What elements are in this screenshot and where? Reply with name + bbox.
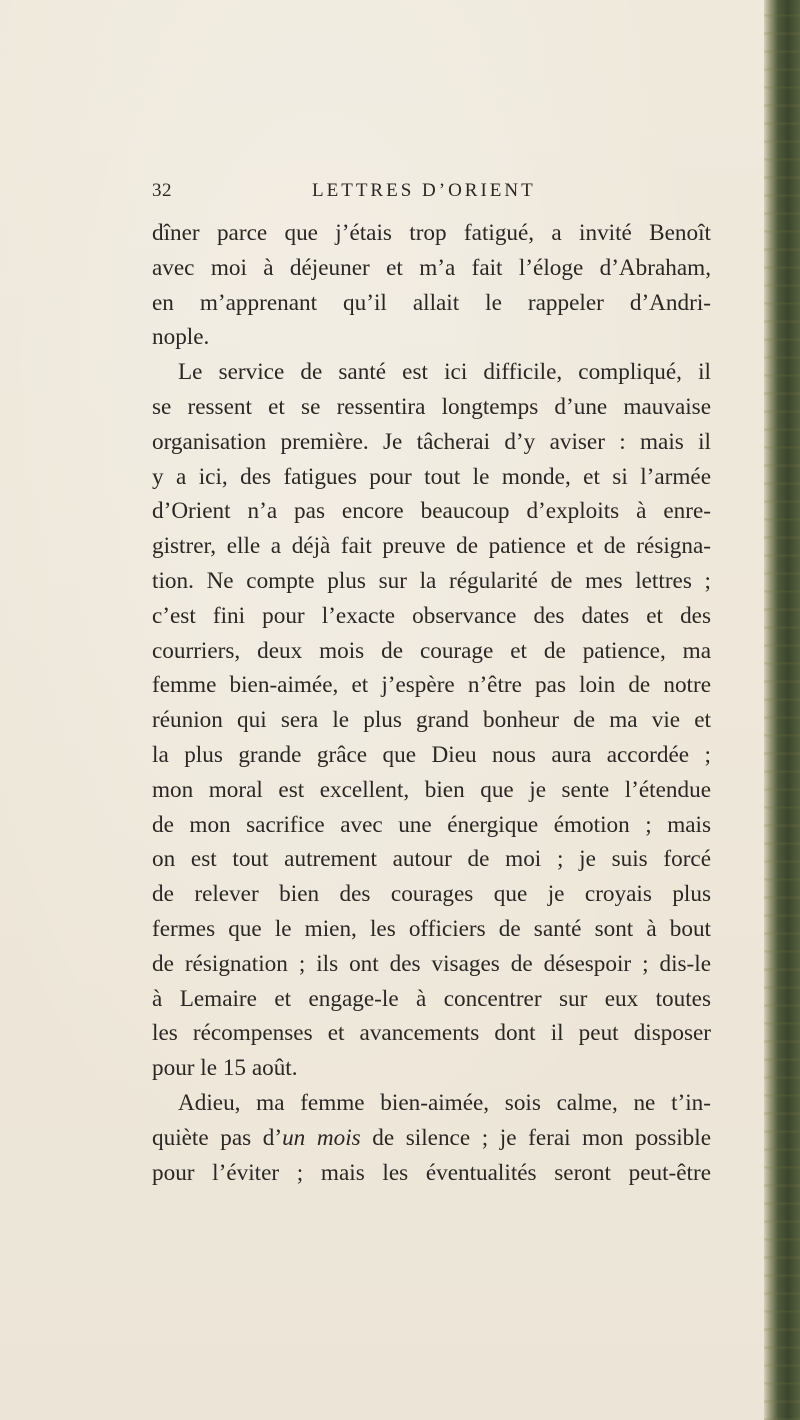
text-line: les récompenses et avancements dont il peut disposer: [152, 1020, 711, 1047]
italic-phrase: un mois: [282, 1124, 361, 1151]
text-line: femme bien-aimée, et j’espère n’être pas loin de notre: [152, 672, 711, 699]
text-line: fermes que le mien, les officiers de santé sont à bout: [152, 915, 711, 942]
text-line: en m’apprenant qu’il allait le rappeler d’Andri-: [152, 289, 711, 316]
text-run: quiète pas d’: [152, 1124, 283, 1151]
text-line: mon moral est excellent, bien que je sente l’étendue: [152, 776, 711, 803]
text-line: à Lemaire et engage-le à concentrer sur eux toutes: [152, 985, 711, 1012]
text-line: se ressent et se ressentira longtemps d’une mauvaise: [152, 393, 711, 420]
text-line: nople.: [152, 324, 210, 351]
body-text: [152, 216, 711, 1190]
text-line: tion. Ne compte plus sur la régularité de mes lettres ;: [152, 567, 711, 594]
text-line: organisation première. Je tâcherai d’y aviser : mais il: [152, 428, 711, 455]
text-line: dîner parce que j’étais trop fatigué, a invité Benoît: [152, 220, 711, 246]
text-run: de silence ; je ferai mon possible: [360, 1124, 711, 1151]
text-line-with-italic: [152, 1121, 711, 1156]
text-line: la plus grande grâce que Dieu nous aura accordée ;: [152, 741, 711, 768]
text-line: de relever bien des courages que je croyais plus: [152, 881, 711, 908]
text-line: Le service de santé est ici difficile, compliqué, il: [178, 359, 711, 386]
text-line: gistrer, elle a déjà fait preuve de patience et de résigna-: [152, 533, 711, 560]
text-line: de mon sacrifice avec une énergique émotion ; mais: [152, 811, 711, 838]
text-line: réunion qui sera le plus grand bonheur de ma vie et: [152, 707, 711, 734]
text-line: y a ici, des fatigues pour tout le monde, et si l’armée: [152, 463, 711, 490]
page-header: [152, 180, 712, 208]
text-line: on est tout autrement autour de moi ; je suis forcé: [152, 846, 711, 873]
text-line: d’Orient n’a pas encore beaucoup d’exploits à enre-: [152, 498, 711, 525]
text-line: avec moi à déjeuner et m’a fait l’éloge d’Abraham,: [152, 254, 711, 281]
page-number: 32: [152, 180, 172, 201]
page-edge: [764, 0, 800, 1420]
text-line: courriers, deux mois de courage et de patience, ma: [152, 637, 711, 664]
text-line: c’est fini pour l’exacte observance des dates et des: [152, 602, 711, 629]
text-line: Adieu, ma femme bien-aimée, sois calme, ne t’in-: [178, 1089, 711, 1116]
text-line: pour l’éviter ; mais les éventualités seront peut-être: [152, 1159, 711, 1186]
running-title: LETTRES D’ORIENT: [312, 180, 536, 201]
text-line: pour le 15 août.: [152, 1055, 298, 1082]
text-line: de résignation ; ils ont des visages de désespoir ; dis-le: [152, 950, 711, 977]
